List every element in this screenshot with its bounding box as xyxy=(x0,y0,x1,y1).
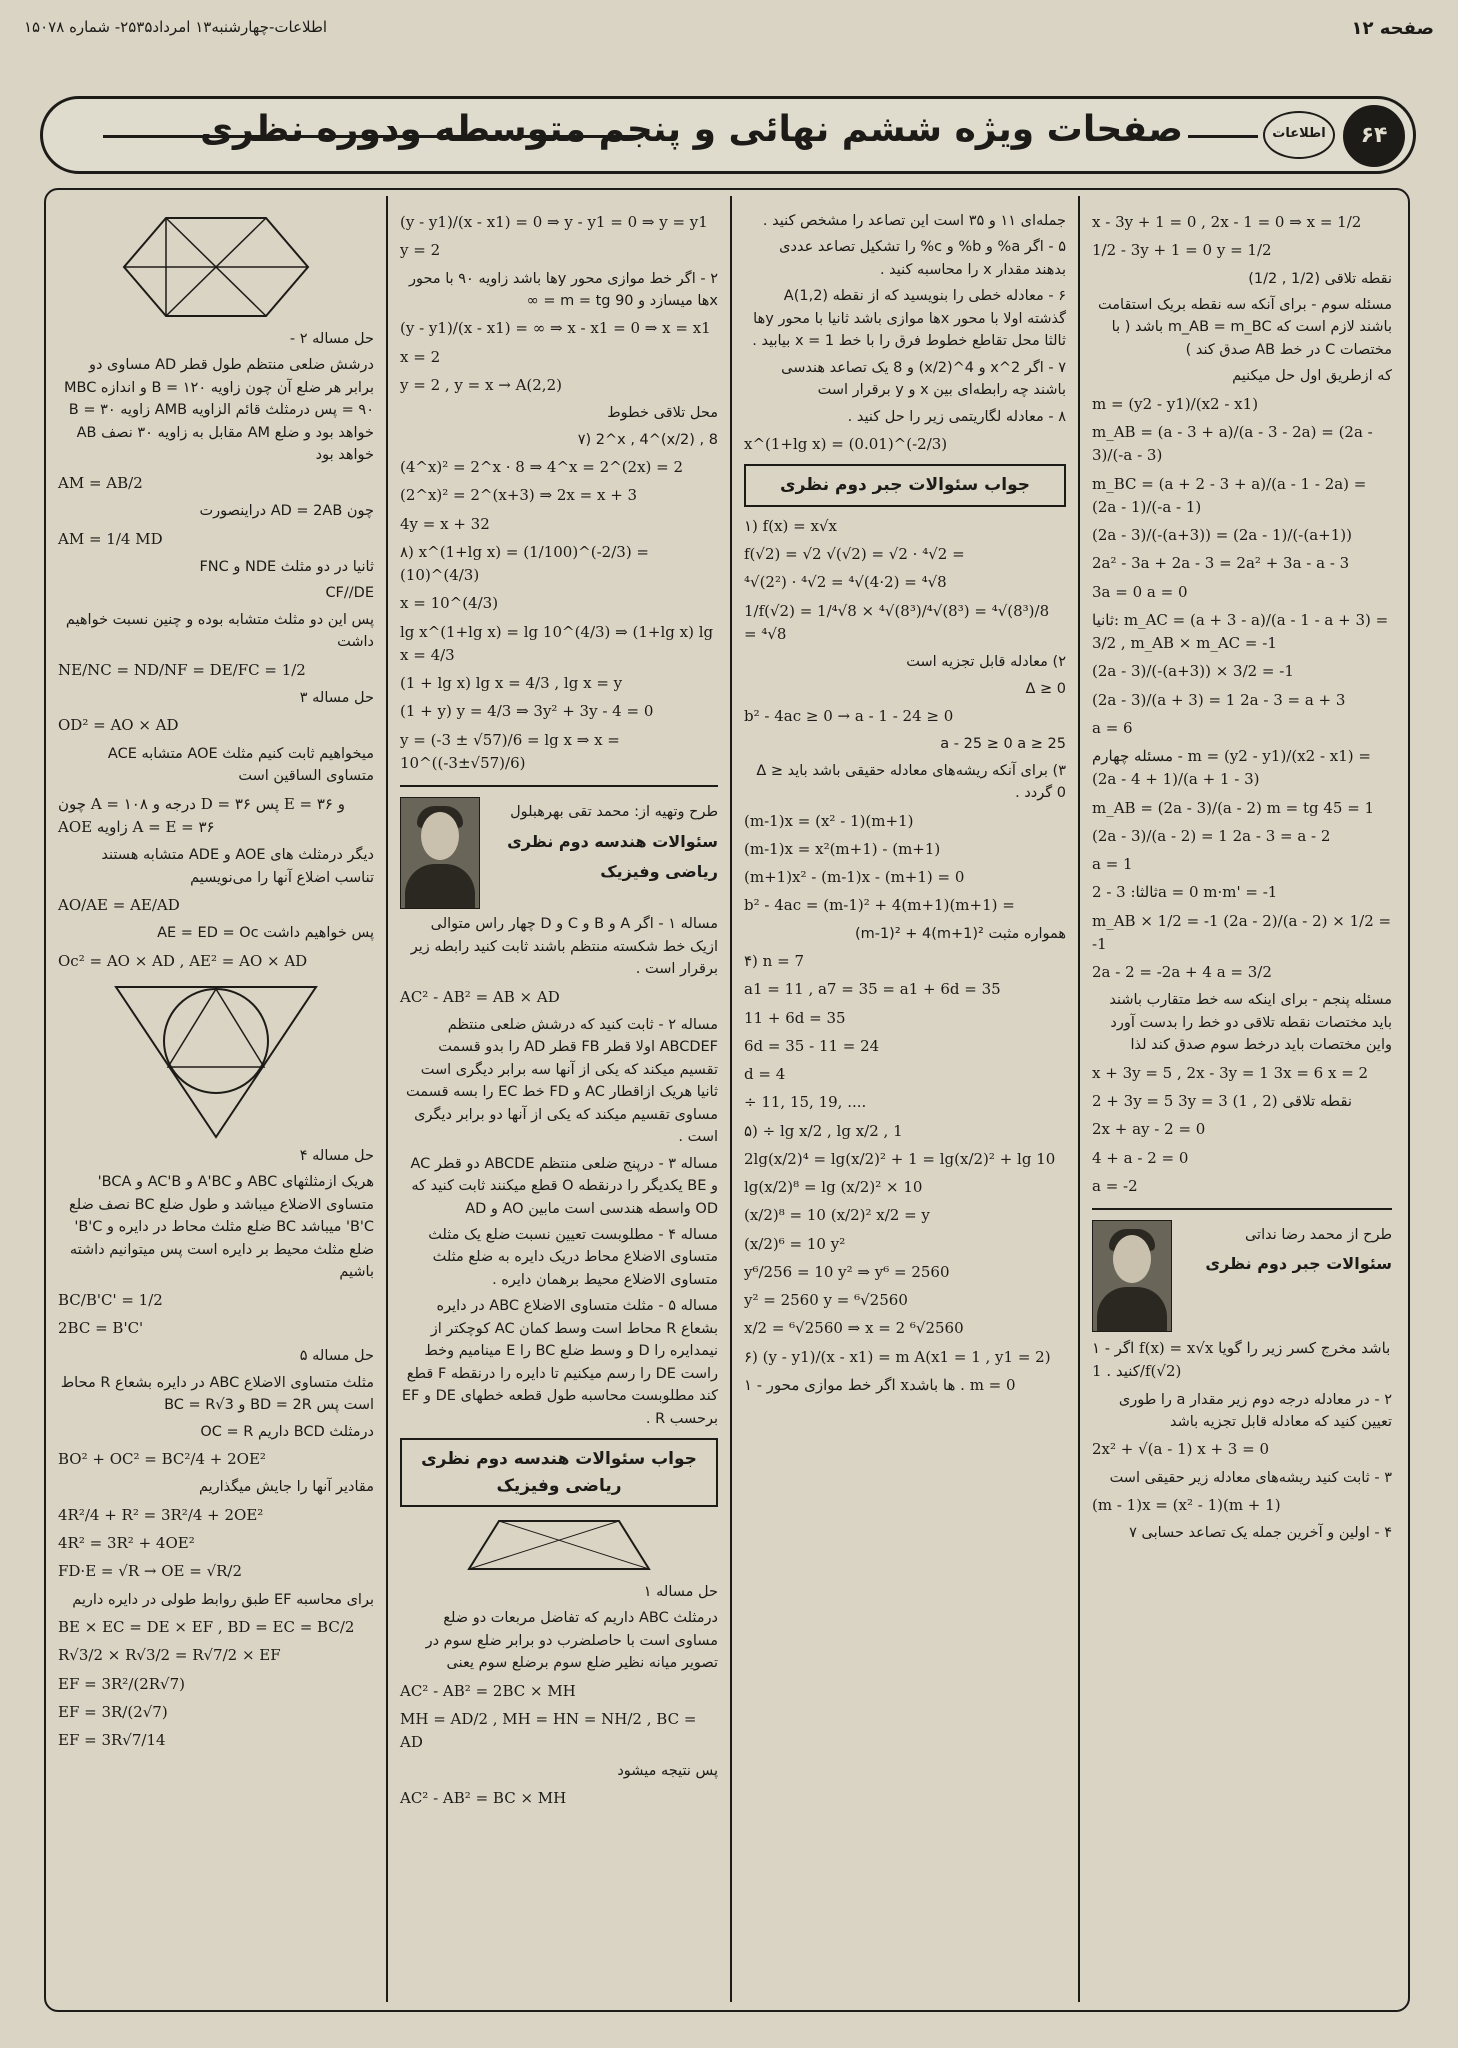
questions-subtitle: ریاضی وفیزیک xyxy=(600,862,718,882)
solution-line: NE/NC = ND/NF = DE/FC = 1/2 xyxy=(58,660,306,679)
newspaper-logo: اطلاعات xyxy=(1263,111,1335,159)
answers-title: جواب سئوالات جبر دوم نظری xyxy=(744,464,1066,506)
answer-line: (x/2)⁶ = 10 y² xyxy=(744,1234,846,1253)
solution-line: درمثلث BCD داریم OC = R xyxy=(200,1423,374,1440)
solution-line: m_AB = (2a - 3)/(a - 2) m = tg 45 = 1 xyxy=(1092,798,1375,817)
column-separator xyxy=(386,196,388,2002)
answer-line: ۱) f(x) = x√x xyxy=(744,516,837,535)
solution-line: OD² = AO × AD xyxy=(58,716,179,735)
author-photo xyxy=(400,797,480,909)
answer-line: ۶) (y - y1)/(x - x1) = m A(x1 = 1 , y1 = 2) xyxy=(744,1347,1051,1366)
solution-line: مقادیر آنها را جایش میگذاریم xyxy=(198,1479,374,1496)
answer-line: (m+1)x² - (m-1)x - (m+1) = 0 xyxy=(744,868,965,887)
question-line: (m - 1)x = (x² - 1)(m + 1) xyxy=(1092,1496,1281,1515)
author-block xyxy=(400,797,718,909)
solution-line: ثانیا: m_AC = (a + 3 - a)/(a - 1 - a + 3) = 3/2 , m_AB × m_AC = -1 xyxy=(1092,610,1389,653)
author-photo xyxy=(1092,1220,1172,1332)
solution-line: EF = 3R²/(2R√7) xyxy=(58,1674,186,1693)
solution-line: دیگر درمثلث های AOE و ADE متشابه هستند تناسب اضلاع آنها را می‌نویسیم xyxy=(101,847,374,886)
solution-line: هریک ازمثلثهای ABC و A'BC و AC'B و BCA' متساوی الاضلاع میباشد و طول ضلع BC نصف ضلع B'C' میباشد BC ضلع مثلث محاط در دایره و B'C' ضلع مثلث محیط بر دایره است پس میتوانیم داشته باشیم xyxy=(68,1174,374,1281)
equation-line: y = (-3 ± √57)/6 = lg x ⇒ x = 10^((-3±√57)/6) xyxy=(400,730,620,772)
solution-line: مسئله چهارم - m = (y2 - y1)/(x2 - x1) = (2a - 4 + 1)/(a + 1 - 3) xyxy=(1092,747,1371,789)
answer-line: MH = AD/2 , MH = HN = NH/2 , BC = AD xyxy=(400,1710,697,1752)
solution-line: CF//DE xyxy=(325,585,374,602)
answer-line: 2lg(x/2)⁴ = lg(x/2)² + 1 = lg(x/2)² + lg 10 xyxy=(744,1149,1056,1168)
solution-line: (2a - 3)/(-(a+3)) × 3/2 = -1 xyxy=(1092,662,1294,681)
solution-line: مسئله پنجم - برای اینکه سه خط متقارب باشند باید مختصات نقطه تلاقی دو خط را بدست آورد واین مختصات باید درخط سوم صدق کند لذا xyxy=(1109,992,1392,1054)
answer-line: Δ ≥ 0 xyxy=(1025,680,1066,697)
answer-line: ۴) n = 7 xyxy=(744,952,804,971)
answer-line: a - 25 ≥ 0 a ≥ 25 xyxy=(940,736,1066,753)
question-line: مساله ۵ - مثلث متساوی الاضلاع ABC در دایره بشعاع R محاط است وسط کمان AC کوچکتر از نیمدایره را D و وسط ضلع BC را E مینامیم وخط راست DE را رسم میکنیم تا دایره را درنقطه F قطع کند مطلوبست محاسبه طول قطعه خطهای DE و EF برحسب R . xyxy=(401,1298,718,1427)
question-line: ۶ - معادله خطی را بنویسید که از نقطه A(1,2) گذشته اولا با محور xها موازی باشد ثانیا با محور yها ثالثا محل تقاطع خطوط فرق را با خط x = 1 بیابید . xyxy=(752,288,1066,350)
answer-line: (m-1)² + 4(m+1)² همواره مثبت xyxy=(854,925,1066,942)
answer-line: ۲) معادله قابل تجزیه است xyxy=(906,654,1066,671)
equation-line: محل تلاقی خطوط xyxy=(607,405,718,422)
answer-line: 1/f(√2) = 1/⁴√8 × ⁴√(8³)/⁴√(8³) = ⁴√(8³)/8 = ⁴√8 xyxy=(744,601,1050,643)
solution-line: x - 3y + 1 = 0 , 2x - 1 = 0 ⇒ x = 1/2 xyxy=(1092,213,1362,231)
solution-line: BE × EC = DE × EF , BD = EC = BC/2 xyxy=(58,1618,355,1637)
solution-line: 2a² - 3a + 2a - 3 = 2a² + 3a - a - 3 xyxy=(1092,554,1350,573)
solution-line: درشش ضلعی منتظم طول قطر AD مساوی دو برابر هر ضلع آن چون زاویه B = ۱۲۰ و اندازه MBC = ۹۰ پس درمثلث قائم الزاویه AMB زاویه B = ۳۰ خواهد بود و ضلع AM مقابل به زاویه ۳۰ نصف AB خواهد بود xyxy=(63,357,374,464)
answer-line: ÷ 11, 15, 19, .... xyxy=(744,1093,867,1112)
questions-title: سئوالات جبر دوم نظری xyxy=(1205,1254,1392,1274)
question-line: مساله ۱ - اگر A و B و C و D چهار راس متوالی ازیک خط شکسته منتظم باشند ثابت کنید رابطه زیر برقرار است . xyxy=(410,916,718,978)
equation-line: lg x^(1+lg x) = lg 10^(4/3) ⇒ (1+lg x) lg x = 4/3 xyxy=(400,622,714,664)
solution-line: مسئله سوم - برای آنکه سه نقطه بریک استقامت باشند لازم است که m_AB = m_BC باشد ( با مختصات C در خط AB صدق کند ) xyxy=(1098,296,1392,358)
solution-line: AM = AB/2 xyxy=(58,473,143,492)
solution-line: BC/B'C' = 1/2 xyxy=(58,1290,163,1309)
answer-line: lg(x/2)⁸ = lg (x/2)² × 10 xyxy=(744,1178,923,1197)
answer-line: ۳) برای آنکه ریشه‌های معادله حقیقی باشد باید Δ ≥ 0 گردد . xyxy=(756,762,1066,802)
equation-line: ۷) 2^x , 4^(x/2) , 8 xyxy=(577,431,718,448)
geometry-solutions-column xyxy=(48,194,384,2002)
answers-title: جواب سئوالات هندسه دوم نظری xyxy=(421,1449,697,1470)
solution-line: ثانیا در دو مثلث NDE و FNC xyxy=(199,558,374,575)
solution-line: a = 1 xyxy=(1092,855,1133,874)
answer-line: x/2 = ⁶√2560 ⇒ x = 2 ⁶√2560 xyxy=(744,1319,964,1338)
answer-line: b² - 4ac ≥ 0 → a - 1 - 24 ≥ 0 xyxy=(744,707,954,725)
col2-content xyxy=(390,194,728,1827)
answer-line: AC² - AB² = BC × MH xyxy=(400,1789,567,1807)
answer-line: b² - 4ac = (m-1)² + 4(m+1)(m+1) = xyxy=(744,896,1015,915)
author-credit: طرح وتهیه از: محمد تقی بهرهبلول xyxy=(510,804,718,821)
answer-line: 11 + 6d = 35 xyxy=(744,1008,846,1027)
question-line: 2x² + √(a - 1) x + 3 = 0 xyxy=(1092,1440,1269,1459)
solution-line: EF = 3R√7/14 xyxy=(58,1731,166,1750)
question-line: ۱ - اگر f(x) = x√x باشد مخرج کسر زیر را گویا کنید . 1/f(√2) xyxy=(1092,1339,1391,1381)
answer-line: (m-1)x = (x² - 1)(m+1) xyxy=(744,811,914,830)
equation-line: y = 2 , y = x → A(2,2) xyxy=(400,375,562,394)
column-separator xyxy=(730,196,732,2002)
solution-line: (2a - 3)/(-(a+3)) = (2a - 1)/(-(a+1)) xyxy=(1092,526,1352,545)
answer-line: y² = 2560 y = ⁶√2560 xyxy=(744,1291,908,1310)
algebra-answers-column xyxy=(734,194,1076,2002)
solution-line: a = 6 xyxy=(1092,718,1133,737)
solution-line: میخواهیم ثابت کنیم مثلث AOE متشابه ACE متساوی الساقین است xyxy=(107,745,374,785)
equation-line: (1 + y) y = 4/3 ⇒ 3y² + 3y - 4 = 0 xyxy=(400,702,654,721)
solution-line: 2x + ay - 2 = 0 xyxy=(1092,1120,1206,1139)
question-line: ۸ - معادله لگاریتمی زیر را حل کنید . xyxy=(847,408,1066,425)
questions-title: سئوالات هندسه دوم نظری xyxy=(507,831,718,851)
author-credit: طرح از محمد رضا نداتی xyxy=(1244,1227,1392,1243)
equation-line: ۸) x^(1+lg x) = (1/100)^(-2/3) = (10)^(4/3) xyxy=(400,542,650,585)
equation-line: (4^x)² = 2^x · 8 ⇒ 4^x = 2^(2x) = 2 xyxy=(400,458,684,477)
equation-line: x = 2 xyxy=(400,347,441,366)
answer-line: AC² - AB² = 2BC × MH xyxy=(400,1681,576,1700)
solution-line: 4 + a - 2 = 0 xyxy=(1092,1148,1189,1167)
solution-line: FD·E = √R → OE = √R/2 xyxy=(58,1562,243,1581)
answer-line: ۵) ÷ lg x/2 , lg x/2 , 1 xyxy=(744,1121,903,1140)
question-line: ۳ - ثابت کنید ریشه‌های معادله زیر حقیقی است xyxy=(1109,1469,1392,1486)
solution-line: 1/2 - 3y + 1 = 0 y = 1/2 xyxy=(1092,241,1272,260)
solution-line: (2a - 3)/(a + 3) = 1 2a - 3 = a + 3 xyxy=(1092,690,1346,709)
answers-subtitle: ریاضی وفیزیک xyxy=(496,1475,622,1496)
question-line: مساله ۳ - درپنج ضلعی منتظم ABCDE دو قطر AC و BE یکدیگر را درنقطه O قطع میکنند ثابت کنید که OD واسطه هندسی است مابین AO و AD xyxy=(410,1155,718,1217)
trapezoid-figure xyxy=(459,1515,659,1575)
solution-line: چون AD = 2AB دراینصورت xyxy=(199,503,374,520)
answer-line: f(√2) = √2 √(√2) = √2 · ⁴√2 = xyxy=(744,545,965,564)
inscribed-triangle-figure xyxy=(106,979,326,1139)
question-line: AC² - AB² = AB × AD xyxy=(400,987,560,1006)
solution-line: چون A = ۱۰۸ درجه و D = ۳۶ پس E = ۳۶ و AOE زاویه A = E = ۳۶ xyxy=(58,794,346,836)
equation-line: (y - y1)/(x - x1) = 0 ⇒ y - y1 = 0 ⇒ y = y1 xyxy=(400,213,708,231)
solution-line: m_BC = (a + 2 - 3 + a)/(a - 1 - 2a) = (2a - 1)/(-a - 1) xyxy=(1092,474,1367,516)
solution-line: حل مساله ۲ - xyxy=(289,331,374,347)
equation-line: (2^x)² = 2^(x+3) ⇒ 2x = x + 3 xyxy=(400,486,638,505)
question-line: مساله ۲ - ثابت کنید که درشش ضلعی منتظم ABCDEF اولا قطر FB قطر AD را بدو قسمت تقسیم میکند که یکی از آنها سه برابر دیگری است ثانیا هریک ازاقطار AC و FD خط EC را بسه قسمت مساوی تقسیم میکند که یکی از آنها دو برابر دیگری است . xyxy=(406,1016,718,1146)
answer-line: پس نتیجه میشود xyxy=(617,1762,718,1779)
algebra-questions-column xyxy=(1082,194,1402,2002)
solution-line: AM = 1/4 MD xyxy=(58,529,163,548)
answer-line: حل مساله ۱ xyxy=(643,1583,718,1600)
solution-line: m = (y2 - y1)/(x2 - x1) xyxy=(1092,394,1259,413)
answers-header xyxy=(400,1438,718,1507)
divider xyxy=(400,785,718,787)
solution-line: m_AB × 1/2 = -1 (2a - 2)/(a - 2) × 1/2 = -1 xyxy=(1092,911,1392,953)
solution-line: a = -2 xyxy=(1092,1176,1138,1195)
solution-line: حل مساله ۵ xyxy=(299,1348,374,1365)
solution-line: که ازطریق اول حل میکنیم xyxy=(1232,368,1392,385)
answer-line: ۱ - اگر خط موازی محور xها باشد . m = 0 xyxy=(744,1375,1016,1394)
equation-line: ۲ - اگر خط موازی محور yها باشد زاویه ۹۰ با محور xها میسازد و m = tg 90 = ∞ xyxy=(408,270,718,309)
banner-rule-right xyxy=(1188,135,1258,138)
author-block xyxy=(1092,1220,1392,1332)
solution-line: حل مساله ۴ xyxy=(299,1147,374,1164)
solution-line: BO² + OC² = BC²/4 + 2OE² xyxy=(58,1450,266,1469)
solution-line: AO/AE = AE/AD xyxy=(58,896,180,914)
solution-line: 3a = 0 a = 0 xyxy=(1092,582,1188,601)
solution-line: 2a - 2 = -2a + 4 a = 3/2 xyxy=(1092,963,1272,982)
solution-line: ثالثا: 3 - 2a = 0 m·m' = -1 xyxy=(1092,883,1278,902)
solution-line: مثلث متساوی الاضلاع ABC در دایره بشعاع R محاط است پس BD = 2R و BC = R√3 xyxy=(60,1374,374,1414)
page-label: صفحه ۱۲ xyxy=(1351,18,1434,39)
question-line: ۲ - در معادله درجه دوم زیر مقدار a را طوری تعیین کنید که معادله قابل تجزیه باشد xyxy=(1118,1391,1392,1430)
issue-line: اطلاعات-چهارشنبه۱۳ امرداد۲۵۳۵- شماره ۱۵۰۷۸ xyxy=(24,18,328,36)
col3-content xyxy=(734,194,1076,1414)
hexagon-figure xyxy=(116,212,316,322)
answer-line: ⁴√(2²) · ⁴√2 = ⁴√(4·2) = ⁴√8 xyxy=(744,573,947,592)
solution-line: پس خواهیم داشت AE = ED = Oc xyxy=(157,925,374,942)
solution-line: نقطه تلاقی (1/2 , 1/2) xyxy=(1248,270,1392,287)
answer-line: a1 = 11 , a7 = 35 = a1 + 6d = 35 xyxy=(744,980,1001,999)
equation-line: (y - y1)/(x - x1) = ∞ ⇒ x - x1 = 0 ⇒ x = x1 xyxy=(400,319,711,338)
question-line: ۷ - اگر 2^x و 4^(x/2) و 8 یک تصاعد هندسی باشند چه رابطه‌ای بین x و y برقرار است xyxy=(781,359,1066,399)
question-line: جمله‌ای ۱۱ و ۳۵ است این تصاعد را مشخص کنید . xyxy=(762,213,1066,229)
solution-line: پس این دو مثلث متشابه بوده و چنین نسبت خواهیم داشت xyxy=(65,611,374,651)
equation-line: y = 2 xyxy=(400,241,441,260)
section-banner xyxy=(40,96,1416,174)
equation-line: (1 + lg x) lg x = 4/3 , lg x = y xyxy=(400,674,623,693)
solution-line: EF = 3R/(2√7) xyxy=(58,1702,168,1721)
issue-number-badge: ۶۴ xyxy=(1343,105,1405,167)
solution-line: 4R²/4 + R² = 3R²/4 + 2OE² xyxy=(58,1505,264,1524)
answer-line: (x/2)⁸ = 10 (x/2)² x/2 = y xyxy=(744,1206,930,1225)
question-line: مساله ۴ - مطلوبست تعیین نسبت ضلع یک مثلث متساوی الاضلاع محاط دریک دایره به ضلع مثلث متساوی الاضلاع محیط برهمان دایره . xyxy=(428,1227,718,1288)
col4-content xyxy=(1082,194,1402,1561)
equation-line: x = 10^(4/3) xyxy=(400,594,499,613)
solution-line: 4R² = 3R² + 4OE² xyxy=(58,1534,195,1553)
solution-line: R√3/2 × R√3/2 = R√7/2 × EF xyxy=(58,1646,281,1665)
solution-line: m_AB = (a - 3 + a)/(a - 3 - 2a) = (2a - 3)/(-a - 3) xyxy=(1092,423,1373,465)
col1-content xyxy=(48,194,384,1769)
answer-line: 6d = 35 - 11 = 24 xyxy=(744,1036,880,1055)
column-separator xyxy=(1078,196,1080,2002)
solution-line: 2 + 3y = 5 3y = 3 نقطه تلاقی (2 , 1) xyxy=(1092,1092,1353,1110)
geometry-questions-column xyxy=(390,194,728,2002)
banner-title: صفحات ویژه ششم نهائی و پنجم متوسطه ودوره نظری xyxy=(200,109,1183,150)
question-line: ۴ - اولین و آخرین جمله یک تصاعد حسابی ۷ xyxy=(1129,1525,1392,1542)
question-line: ۵ - اگر a% و b% و c% را تشکیل تصاعد عددی بدهند مقدار x را محاسبه کنید . xyxy=(779,239,1066,278)
solution-line: (2a - 3)/(a - 2) = 1 2a - 3 = a - 2 xyxy=(1092,826,1331,845)
divider xyxy=(1092,1208,1392,1210)
solution-line: x + 3y = 5 , 2x - 3y = 1 3x = 6 x = 2 xyxy=(1092,1063,1369,1082)
answer-line: (m-1)x = x²(m+1) - (m+1) xyxy=(744,839,941,858)
solution-line: حل مساله ۳ xyxy=(299,689,374,706)
equation-line: 4y = x + 32 xyxy=(400,514,490,533)
solution-line: 2BC = B'C' xyxy=(58,1319,144,1338)
solution-line: برای محاسبه EF طبق روابط طولی در دایره داریم xyxy=(72,1591,374,1608)
question-line: x^(1+lg x) = (0.01)^(-2/3) xyxy=(744,435,948,454)
answer-line: d = 4 xyxy=(744,1065,786,1084)
solution-line: Oc² = AO × AD , AE² = AO × AD xyxy=(58,951,308,970)
answer-line: y⁶/256 = 10 y² ⇒ y⁶ = 2560 xyxy=(744,1262,950,1281)
answer-line: درمثلث ABC داریم که تفاضل مربعات دو ضلع مساوی است با حاصلضرب دو برابر ضلع سوم در تصویر میانه نظیر ضلع سوم برضلع سوم یعنی xyxy=(425,1610,718,1672)
